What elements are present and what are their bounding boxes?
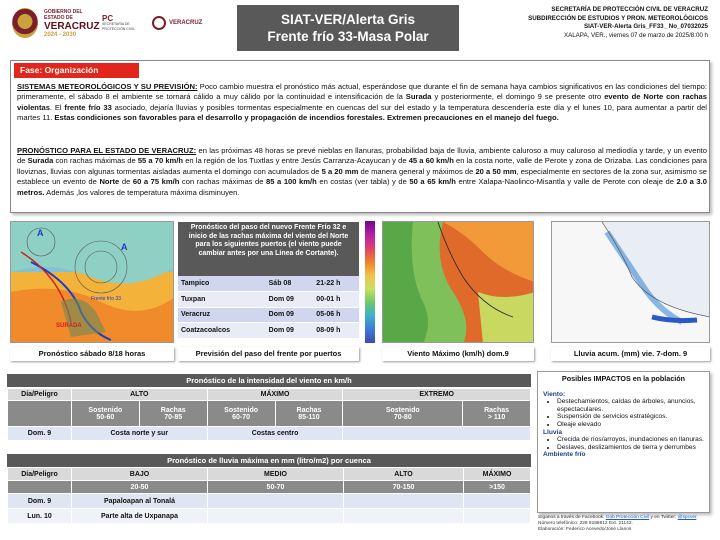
- svg-text:A: A: [37, 228, 44, 238]
- wind-map-image: [383, 222, 534, 343]
- table-row: Veracruz Dom 09 05-06 h: [178, 307, 359, 323]
- veracruz-logo: VERACRUZ: [152, 16, 202, 30]
- table-row: Día/Peligro BAJO MEDIO ALTO MÁXIMO: [8, 468, 531, 481]
- agency-info: SECRETARÍA DE PROTECCIÓN CIVIL DE VERACRUZ SUBDIRECCIÓN DE ESTUDIOS Y PRON. METEOROLÓGICOS SIAT-VER-Alerta Gris_FF33_ No_07032025 XALAPA, VER., viernes 07 de marzo de 2025/8:00 h: [528, 6, 708, 39]
- wind-table: [7, 388, 531, 441]
- impacts-box: Posibles IMPACTOS en la población Viento: • Destechamientos, caídas de árboles, anuncios, espectaculares. • Suspensión de servicios estratégicos. • Oleaje elevado Lluvia • Crecida de ríos/arroyos, inundaciones en llanuras. • Deslaves, deslizamientos de tierra y derrumbes Ambiente frío: [537, 371, 710, 513]
- table-row: Dom. 9 Papaloapan al Tonalá: [8, 494, 531, 509]
- table-row: Lun. 10 Parte alta de Uxpanapa: [8, 509, 531, 524]
- table-row: Coatzacoalcos Dom 09 08-09 h: [178, 323, 359, 339]
- veracruz-emblem-icon: [152, 16, 166, 30]
- header-logos: [12, 6, 232, 40]
- passage-table: [178, 276, 359, 339]
- table-row: Tuxpan Dom 09 00-01 h: [178, 292, 359, 308]
- list-item: • Deslaves, deslizamientos de tierra y derrumbes: [557, 444, 704, 452]
- caption-synoptic: Pronóstico sábado 8/18 horas: [10, 347, 174, 361]
- wind-impacts-list: [557, 398, 704, 428]
- footer-contact: Síganos a través de Facebook: Gob Protección Civil y en Twitter: @spcver. Número telefónico: 228 8188812 Ext. 21142. Elaboración: Federico Acevedo/José Llanos: [538, 515, 698, 532]
- wind-table-title: Pronóstico de la intensidad del viento en km/h: [7, 374, 531, 387]
- veracruz-seal-icon: [12, 8, 38, 38]
- table-row: Día/Peligro ALTO MÁXIMO EXTREMO: [8, 389, 531, 401]
- impacts-title: Posibles IMPACTOS en la población: [561, 374, 686, 383]
- svg-text:Frente frío 33: Frente frío 33: [91, 296, 122, 302]
- svg-text:A: A: [121, 242, 128, 252]
- table-row: Tampico Sáb 08 21-22 h: [178, 276, 359, 292]
- rain-map-image: [552, 222, 710, 343]
- wind-map: [382, 221, 534, 343]
- caption-passage: Previsión del paso del frente por puertos: [178, 347, 359, 361]
- facebook-link[interactable]: Gob Protección Civil: [605, 515, 650, 520]
- list-item: • Destechamientos, caídas de árboles, anuncios, espectaculares.: [557, 398, 704, 413]
- list-item: • Crecida de ríos/arroyos, inundaciones en llanuras.: [557, 436, 704, 444]
- rain-impacts-list: [557, 436, 704, 451]
- pronostico-paragraph: PRONÓSTICO PARA EL ESTADO DE VERACRUZ: en las próximas 48 horas se prevé nieblas en llanuras, probabilidad baja de lluvia, ambiente caluroso a muy caluroso al mediodía y tarde, y un evento de Surada con rachas máximas de 55 a 70 km/h en la región de los Tuxtlas y entre Jesús Carranza-Acayucan y de 45 a 60 km/h en la costa norte, valle de Perote y zona de Orizaba. Las condiciones para lloviznas, lluvias con algunas tormentas aisladas aumenta el domingo con acumulados de 5 a 20 mm de manera general y máximos de 20 a 50 mm, especialmente en sectores de la zona sur, asimismo se establece un evento de Norte de 60 a 75 km/h con rachas máximas de 85 a 100 km/h en costas (ver tabla) y de 50 a 65 km/h entre Xalapa-Naolinco-Misantla y valle de Perote con oleaje de 2.0 a 3.0 metros. Además ,los valores de temperatura máxima disminuyen.: [17, 146, 708, 197]
- pc-logo: PC SECRETARÍA DE PROTECCIÓN CIVIL: [102, 14, 136, 31]
- gov-logo: GOBIERNO DEL ESTADO DE VERACRUZ 2024 - 2030: [44, 8, 100, 38]
- sistemas-paragraph: SISTEMAS METEOROLÓGICOS Y SU PREVISIÓN: Poco cambio muestra el pronóstico más actual, esperándose que durante el fin de semana haya cambios significativos en las condiciones del tiempo: primeramente, el sábado 8 el ambiente se tornará cálido a muy cálido por la continuidad e intensificación de la Surada y posteriormente, el domingo 9 se presente otro evento de Norte con rachas violentas. El frente frío 33 asociado, dejaría lluvias y posibles tormentas especialmente en cuencas del sur del estado y la temperatura descendería este día y el lunes 10, para aumentar a partir del martes 11. Estas condiciones son favorables para el desarrollo y propagación de incendios forestales. Extremen precauciones en el manejo del fuego.: [17, 82, 707, 123]
- rain-map: [551, 221, 710, 343]
- alert-title: SIAT-VER/Alerta Gris Frente frío 33-Masa Polar: [237, 5, 459, 51]
- twitter-link[interactable]: @spcver: [677, 515, 697, 520]
- rain-table: [7, 467, 531, 524]
- rain-table-title: Pronóstico de lluvia máxima en mm (litro/m2) por cuenca: [7, 454, 531, 467]
- caption-rain: Lluvia acum. (mm) vie. 7-dom. 9: [551, 347, 710, 361]
- table-row: Sostenido 50-60 Rachas 70-85 Sostenido 60-70 Rachas 85-110 Sostenido 70-80 Rachas > 110: [8, 401, 531, 427]
- passage-title: Pronóstico del paso del nuevo Frente Frío 32 e inicio de las rachas máxima del viento del Norte para los siguientes puertos (el viento puede cambiar antes por una Línea de Cortante).: [178, 222, 359, 276]
- wind-colorbar: [365, 221, 375, 343]
- synoptic-map: [10, 221, 174, 343]
- list-item: • Oleaje elevado: [557, 421, 704, 429]
- phase-badge: Fase: Organización: [14, 63, 139, 78]
- table-row: Dom. 9 Costa norte y sur Costas centro: [8, 427, 531, 441]
- svg-text:SURADA: SURADA: [56, 323, 82, 329]
- table-row: 20-50 50-70 70-150 >150: [8, 481, 531, 494]
- list-item: • Suspensión de servicios estratégicos.: [557, 413, 704, 421]
- synoptic-map-image: [11, 222, 174, 343]
- caption-wind: Viento Máximo (km/h) dom.9: [382, 347, 534, 361]
